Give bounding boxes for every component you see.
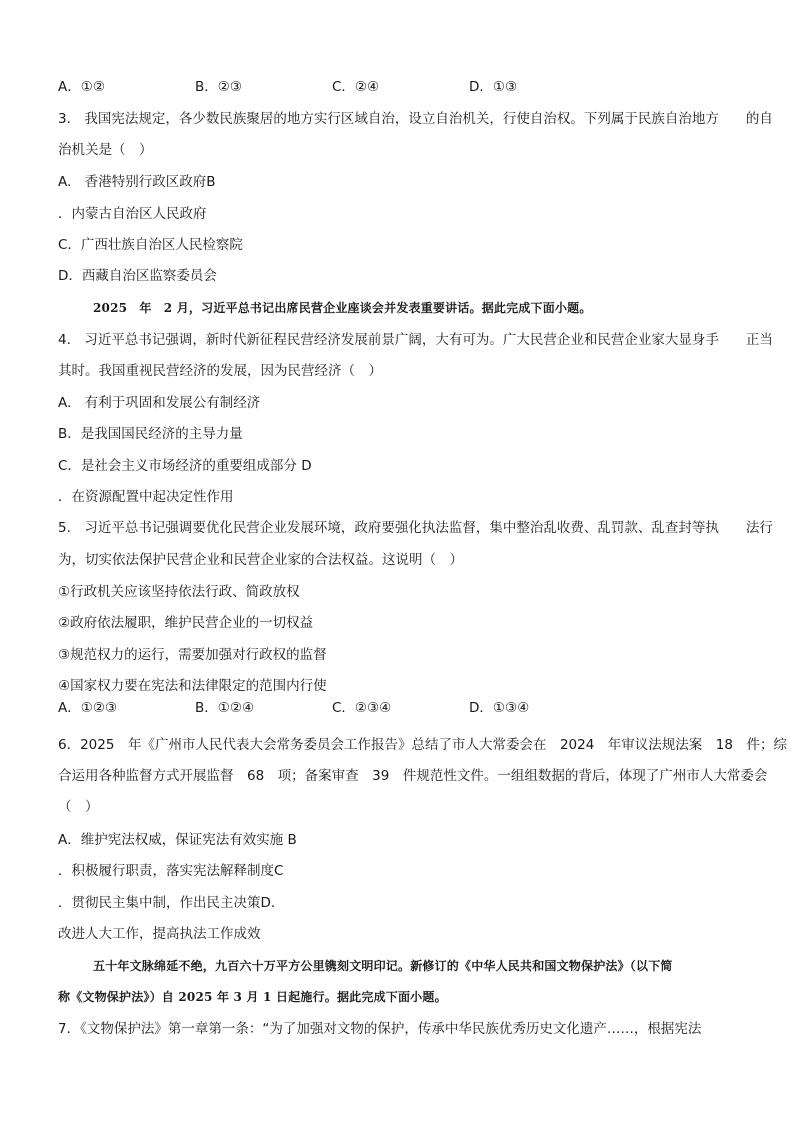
q6-option-c[interactable]: ．贯彻民主集中制，作出民主决策D． [58,895,285,911]
q6-stem-line2: 合运用各种监督方式开展监督 68 项；备案审查 39 件规范性文件。一组组数据的背后，体现了广州市人大常委会 [58,768,768,784]
q5-option-d[interactable]: D．①③④ [469,700,530,716]
q4-stem-line2: 其时。我国重视民营经济的发展，因为民营经济（ ） [58,363,382,379]
q6-option-b[interactable]: ．积极履行职责，落实宪法解释制度C [58,863,284,879]
q3-option-d[interactable]: D．西藏自治区监察委员会 [58,268,217,284]
q5-item-4: ④国家权力要在宪法和法律限定的范围内行使 [58,678,327,694]
q3-option-b[interactable]: ．内蒙古自治区人民政府 [58,206,207,222]
q5-item-1: ①行政机关应该坚持依法行政、简政放权 [58,584,300,600]
q5-item-2: ②政府依法履职，维护民营企业的一切权益 [58,615,314,631]
q3-stem-line1: 3. 我国宪法规定，各少数民族聚居的地方实行区域自治，设立自治机关，行使自治权。下列属于民族自治地方 的自 [58,111,773,127]
material-intro-2-line1: 五十年文脉绵延不绝，九百六十万平方公里镌刻文明印记。新修订的《中华人民共和国文物保护法》（以下简 [93,959,673,973]
q5-option-b[interactable]: B．①②④ [195,700,255,716]
q6-stem-line3: （ ） [58,799,99,815]
q3-option-a[interactable]: A. 香港特别行政区政府B [58,174,216,190]
q2-option-b[interactable]: B．②③ [195,79,242,95]
q2-option-c[interactable]: C．②④ [332,79,380,95]
q5-option-a[interactable]: A．①②③ [58,700,118,716]
q2-option-a[interactable]: A．①② [58,79,105,95]
material-intro-1: 2025 年 2 月，习近平总书记出席民营企业座谈会并发表重要讲话。据此完成下面小题。 [93,301,592,315]
q4-option-c[interactable]: C．是社会主义市场经济的重要组成部分 D [58,458,312,474]
q4-option-b[interactable]: B．是我国国民经济的主导力量 [58,426,243,442]
q5-stem-line1: 5. 习近平总书记强调要优化民营企业发展环境，政府要强化执法监督，集中整治乱收费、乱罚款、乱查封等执 法行 [58,520,773,536]
material-intro-2-line2: 称《文物保护法》）自 2025 年 3 月 1 日起施行。据此完成下面小题。 [58,990,447,1004]
q3-stem-line2: 治机关是（ ） [58,142,153,158]
q6-stem-line1: 6．2025 年《广州市人民代表大会常务委员会工作报告》总结了市人大常委会在 2024 年审议法规法案 18 件；综 [58,737,787,753]
q3-option-c[interactable]: C．广西壮族自治区人民检察院 [58,237,243,253]
q2-options [58,77,606,97]
q5-item-3: ③规范权力的运行，需要加强对行政权的监督 [58,647,327,663]
q5-options [58,698,606,718]
q4-option-d[interactable]: ．在资源配置中起决定性作用 [58,489,234,505]
q4-stem-line1: 4. 习近平总书记强调，新时代新征程民营经济发展前景广阔，大有可为。广大民营企业和民营企业家大显身手 正当 [58,332,773,348]
q4-option-a[interactable]: A. 有利于巩固和发展公有制经济 [58,395,261,411]
q5-stem-line2: 为，切实依法保护民营企业和民营企业家的合法权益。这说明（ ） [58,552,463,568]
q2-option-d[interactable]: D．①③ [469,79,518,95]
q6-option-a[interactable]: A．维护宪法权威，保证宪法有效实施 B [58,832,297,848]
q7-stem-line1: 7．《文物保护法》第一章第一条：“为了加强对文物的保护，传承中华民族优秀历史文化遗产……，根据宪法 [58,1021,702,1037]
q5-option-c[interactable]: C．②③④ [332,700,392,716]
q6-option-d[interactable]: 改进人大工作，提高执法工作成效 [58,926,261,942]
